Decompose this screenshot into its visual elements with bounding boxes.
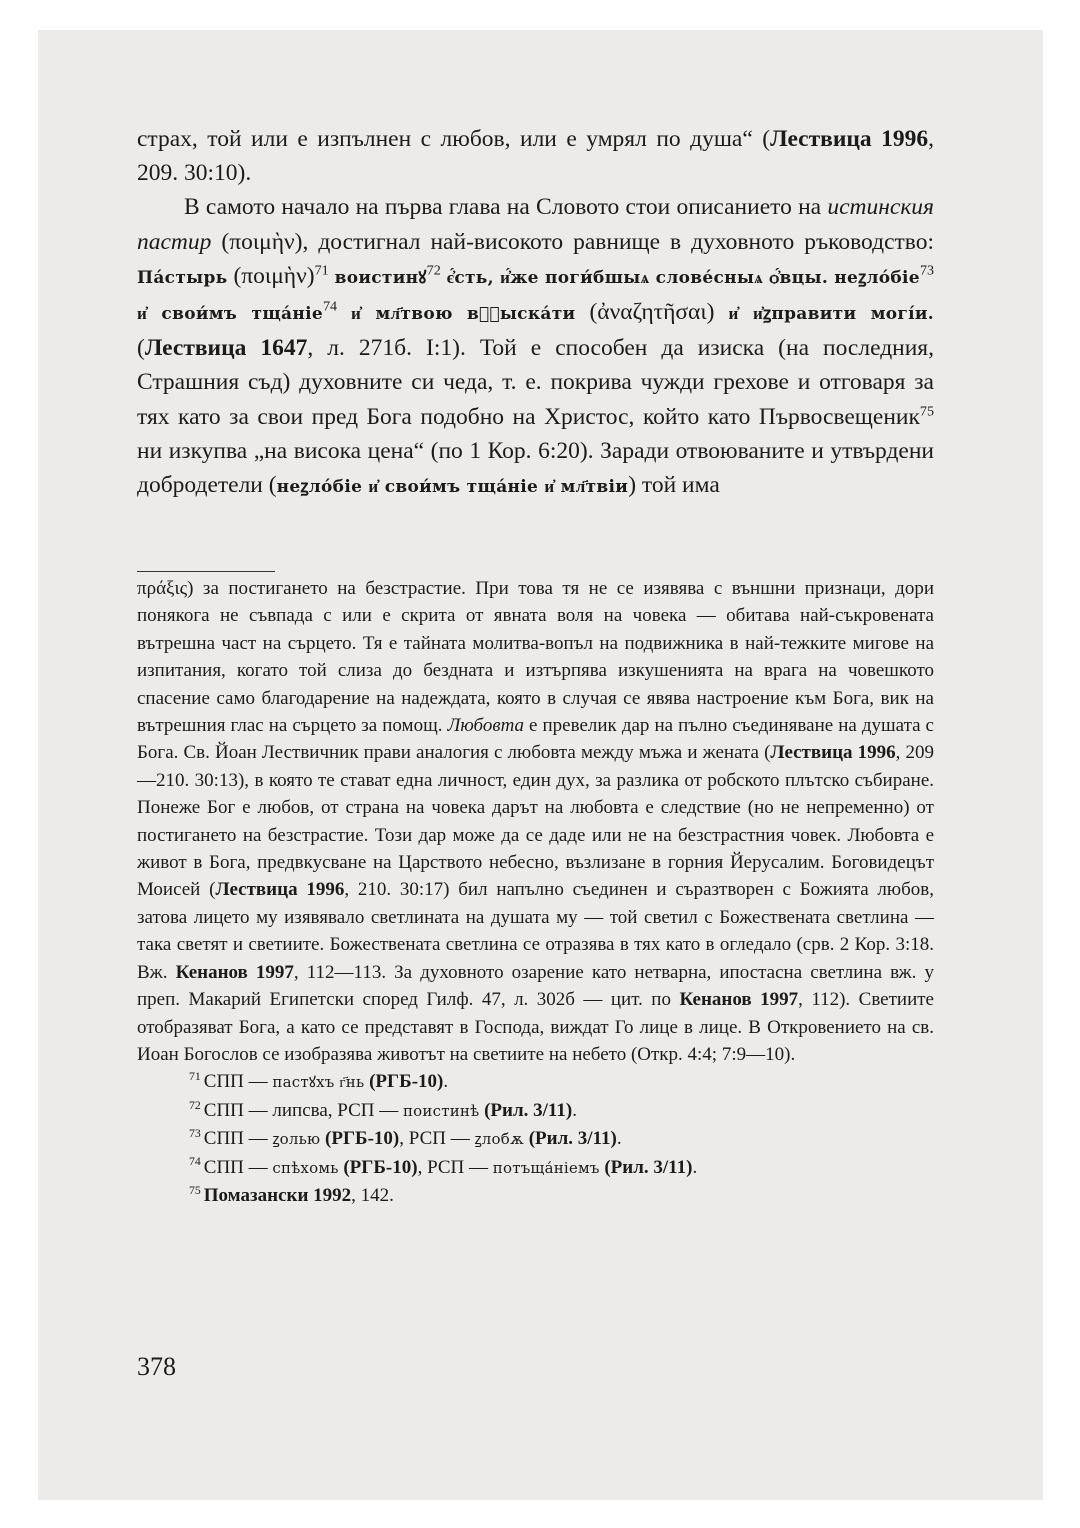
- text-run: СПП —: [203, 1156, 273, 1178]
- manuscript-siglum: (Рил. 3/11): [528, 1128, 617, 1150]
- footnote-72: [137, 1097, 934, 1125]
- text-run: ) той има: [628, 472, 720, 499]
- page-number: 378: [137, 1352, 176, 1381]
- footnote-ref[interactable]: 73: [919, 262, 935, 279]
- footnote-continuation: [137, 575, 934, 1068]
- footnote-block: [137, 575, 934, 1209]
- footnote-ref[interactable]: 74: [322, 298, 338, 315]
- footnote-ref[interactable]: 75: [919, 403, 934, 420]
- church-slavonic-text: и҆ мл҃твою в꙯ꙁыска́ти: [351, 304, 576, 325]
- main-text: [137, 122, 934, 504]
- text-run: , 209. 30:10).: [137, 126, 935, 187]
- text-run: СПП —: [203, 1071, 273, 1093]
- footnote-number: 74: [189, 1155, 201, 1169]
- text-run: πράξις) за постигането на безстрастие. При това тя не се изявява с външни признаци, дори понякога не съвпада с или е скрита от явната воля на човека — обитава най-съкровената вътрешна част на сърцето. Тя е тайната молитва-вопъл на подвижника в най-тежките мигове на изпитания, когато той слиза до бездната и изтърпява изкушенията на врага на човешкото спасение само благодарение на надеждата, която в случая се явява настроение към Бога, вик на вътрешния глас на сърцето за помощ.: [137, 578, 934, 737]
- text-run: , 142.: [351, 1184, 394, 1206]
- footnote-71: [137, 1068, 934, 1096]
- text-run: , 112—113. За духовното озарение като нетварна, ипостасна светлина вж. у преп. Макарий Египетски според Гилф. 47, л. 302б — цит. по: [137, 961, 934, 1011]
- church-slavonic-text: воистинꙋ: [334, 267, 427, 288]
- church-slavonic-text: потъща́ніемъ: [492, 1158, 600, 1177]
- church-slavonic-text: и҆ свои́мъ тща́ніе: [137, 304, 323, 325]
- italic-term: Любовта: [447, 715, 525, 737]
- manuscript-siglum: (РГБ-10): [343, 1156, 418, 1178]
- footnote-73: [137, 1125, 934, 1153]
- citation-bold: Лествица 1996: [770, 126, 929, 152]
- text-run: .: [616, 1128, 622, 1150]
- text-run: , л. 271б. I:1). Той е способен да изиска (на последния, Страшния съд) духовните си чеда, т. е. покрива чужди грехове и отговаря за тях като за свои пред Бога подобно на Христос, който като Първосвещеник: [137, 335, 934, 430]
- text-run: СПП — липсва, РСП —: [203, 1099, 403, 1121]
- church-slavonic-text: и҆ и҆ꙁправити могі́и.: [728, 304, 935, 325]
- footnote-list: [137, 1068, 934, 1209]
- footnote-ref[interactable]: 72: [426, 262, 441, 279]
- footnote-number: 75: [189, 1183, 201, 1197]
- footnote-separator: [137, 571, 275, 572]
- church-slavonic-text: ꙁолью: [272, 1130, 321, 1149]
- church-slavonic-text: Па́стырь: [137, 267, 228, 288]
- text-run: е превелик дар на пълно съединяване на душата с Бога. Св. Йоан Лествичник прави аналогия с любовта между мъжа и жената (: [137, 715, 934, 764]
- text-run: страх, той или е изпълнен с любов, или е умрял по душа“ (: [137, 126, 771, 152]
- citation-bold: Кенанов 1997: [175, 961, 294, 983]
- text-run: , 210. 30:17) бил напълно съединен и съразтворен с Божията любов, затова лицето му изявявало светлината на душата му — той светил с Божествената светлина — така светят и светиите. Божествената светлина се отразява в тях като в огледало (срв. 2 Кор. 3:18. Вж.: [137, 879, 934, 983]
- citation-bold: Лествица 1647: [144, 335, 308, 362]
- text-run: (: [137, 335, 145, 362]
- church-slavonic-text: неꙁло́біе и҆ свои́мъ тща́ніе и҆ мл҃твіи: [276, 477, 629, 498]
- paragraph-2: [137, 190, 934, 504]
- text-run: , РСП —: [399, 1128, 475, 1150]
- footnote-number: 73: [189, 1127, 201, 1141]
- text-run: .: [443, 1071, 449, 1093]
- manuscript-siglum: (Рил. 3/11): [484, 1099, 573, 1121]
- church-slavonic-text: пастꙋхъ г҃нь: [272, 1073, 365, 1092]
- church-slavonic-text: ꙁлобѫ: [474, 1130, 524, 1149]
- italic-term: истинския пастир: [137, 194, 934, 255]
- footnote-number: 71: [189, 1070, 201, 1084]
- text-run: .: [692, 1156, 698, 1178]
- text-run: , РСП —: [417, 1156, 493, 1178]
- manuscript-siglum: (РГБ-10): [325, 1128, 400, 1150]
- citation-bold: Лествица 1996: [215, 879, 345, 901]
- footnote-ref[interactable]: 71: [314, 262, 329, 279]
- manuscript-siglum: (РГБ-10): [369, 1071, 444, 1093]
- text-run: (ποιμὴν), достигнал най-високото равнище в духовното ръководство:: [211, 228, 934, 255]
- citation-bold: Помазански 1992: [203, 1184, 352, 1206]
- text-run: ни изкупва „на висока цена“ (по 1 Кор. 6:20). Заради отвоюваните и утвърдени добродетели (: [137, 437, 934, 499]
- citation-bold: Кенанов 1997: [679, 989, 799, 1011]
- citation-bold: Лествица 1996: [770, 742, 896, 764]
- footnote-75: [137, 1182, 934, 1209]
- manuscript-siglum: (Рил. 3/11): [604, 1156, 693, 1178]
- text-run: (ἀναζητῆσαι): [575, 299, 729, 326]
- text-run: (ποιμὴν): [227, 262, 315, 289]
- footnote-number: 72: [189, 1098, 201, 1112]
- text-run: СПП —: [203, 1128, 273, 1150]
- footnote-74: [137, 1154, 934, 1182]
- text-run: В самото начало на първа глава на Словото стои описанието на: [184, 194, 828, 221]
- text-run: , 209—210. 30:13), в която те стават една личност, един дух, за разлика от робското плътско събиране. Понеже Бог е любов, от страна на човека дарът на любовта е следствие (но не непременно) от постигането на безстрастие. Този дар може да се даде или не на безстрастния човек. Любовта е живот в Бога, предвкусване на Царството небесно, възлизане в горния Йерусалим. Боговидецът Моисей (: [137, 742, 934, 901]
- church-slavonic-text: поистинѣ: [402, 1101, 480, 1120]
- church-slavonic-text: є҆́сть, и҆́же поги́бшыѧ слове́сныѧ ѻ҆́вцы. неꙁло́біе: [446, 267, 920, 288]
- paragraph-1: [137, 122, 934, 190]
- church-slavonic-text: спѣхомь: [272, 1158, 339, 1177]
- text-run: .: [572, 1099, 577, 1121]
- text-run: , 112). Светиите отобразяват Бога, а като се представят в Господа, виждат Го лице в лице. В Откровението на св. Иоан Богослов се изобразява животът на светиите на небето (Откр. 4:4; 7:9—10).: [137, 989, 934, 1065]
